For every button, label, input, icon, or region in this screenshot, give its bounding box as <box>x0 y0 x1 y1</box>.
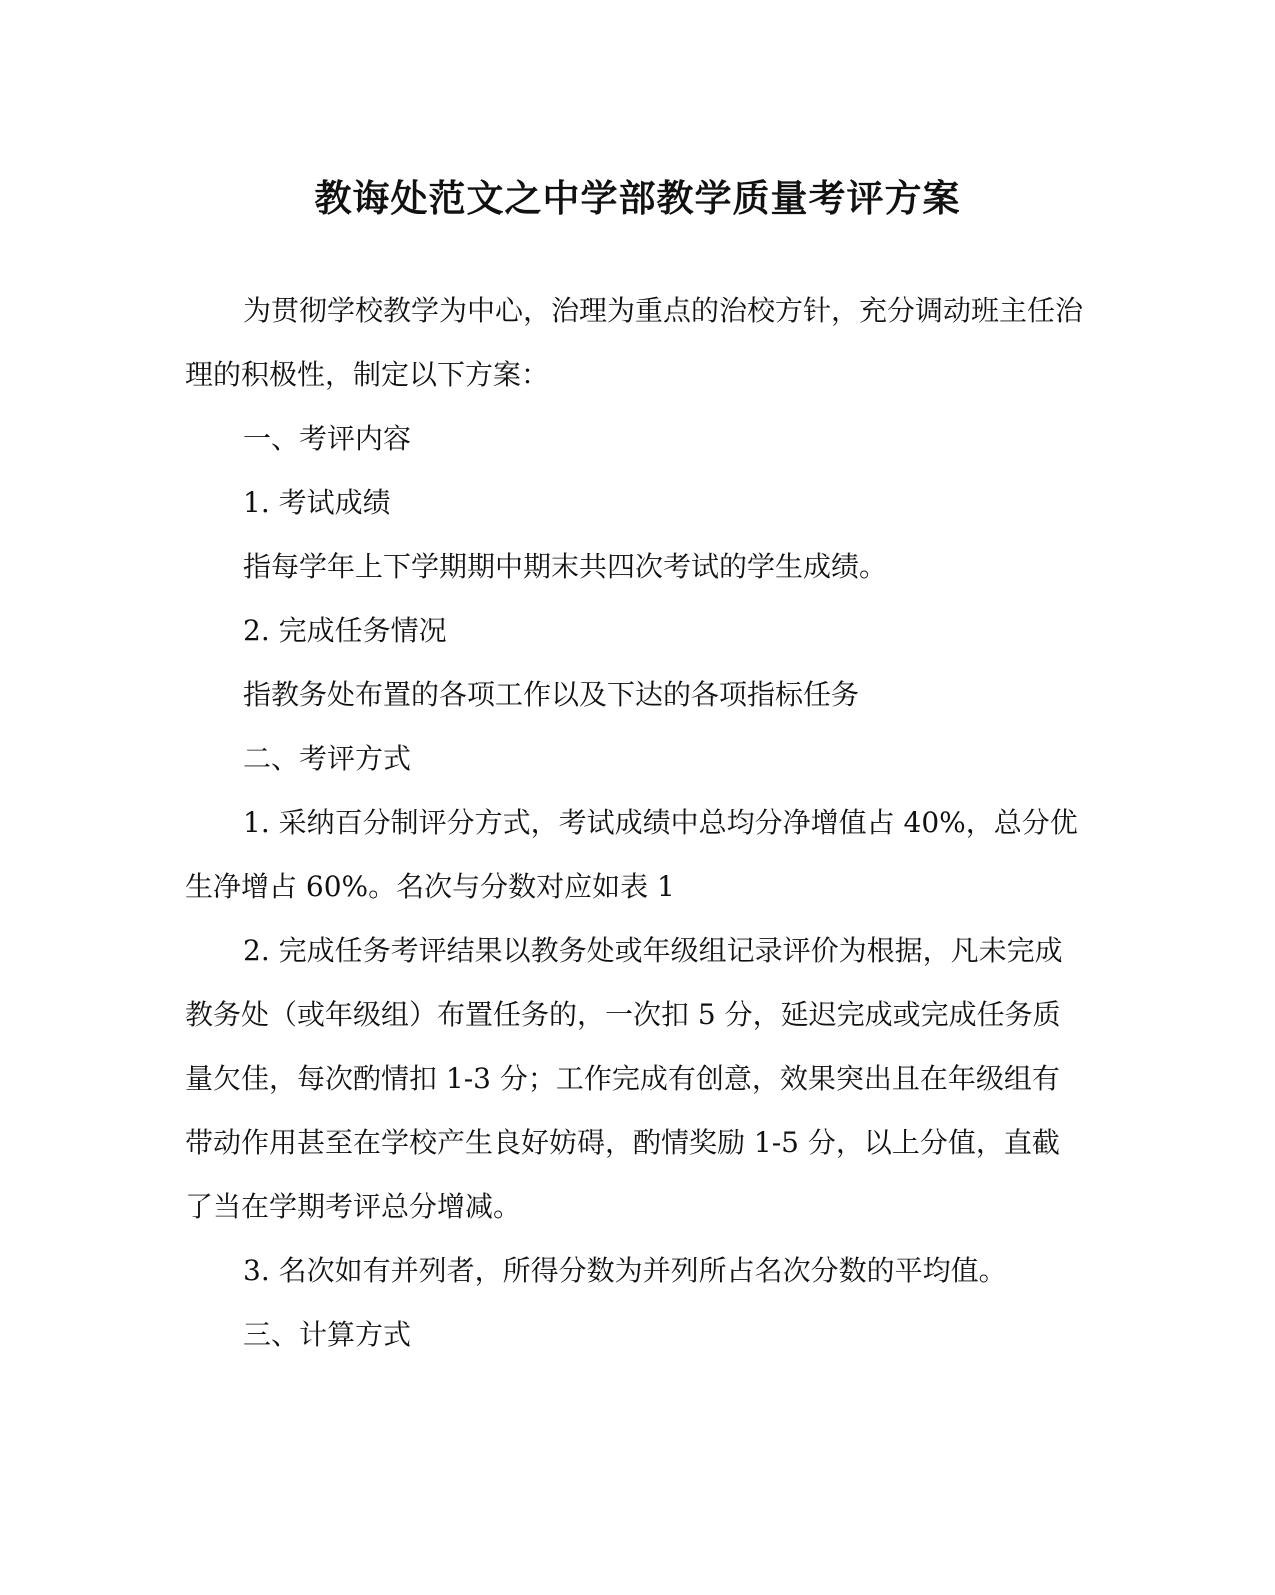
section-heading-2: 二、考评方式 <box>243 742 412 775</box>
paragraph-task-evaluation: 2. 完成任务考评结果以教务处或年级组记录评价为根据，凡未完成教务处（或年级组）布置任务的，一次扣 5 分，延迟完成或完成任务质量欠佳，每次酌情扣 1-3 分；工作完成有创意，效果突出且在年级组有带动作用甚至在学校产生良好妨碍，酌情奖励 1-5 分，以上分值，直截了当在学期考评总分增减。 <box>185 934 1063 1223</box>
subheading-exam-scores: 1. 考试成绩 <box>243 486 391 519</box>
subheading-task-completion: 2. 完成任务情况 <box>243 614 447 647</box>
section-heading-3: 三、计算方式 <box>243 1318 412 1351</box>
document-title: 教诲处范文之中学部教学质量考评方案 <box>314 176 961 220</box>
document-body <box>185 279 1085 1367</box>
paragraph-task-completion: 指教务处布置的各项工作以及下达的各项指标任务 <box>243 678 860 711</box>
paragraph-tie-rule: 3. 名次如有并列者，所得分数为并列所占名次分数的平均值。 <box>243 1254 1007 1287</box>
paragraph-scoring-method: 1. 采纳百分制评分方式，考试成绩中总均分净增值占 40%，总分优生净增占 60%。名次与分数对应如表 1 <box>185 806 1078 903</box>
intro-paragraph: 为贯彻学校教学为中心，治理为重点的治校方针，充分调动班主任治理的积极性，制定以下方案： <box>185 294 1084 391</box>
section-heading-1: 一、考评内容 <box>243 422 412 455</box>
paragraph-exam-scores: 指每学年上下学期期中期末共四次考试的学生成绩。 <box>243 550 888 583</box>
